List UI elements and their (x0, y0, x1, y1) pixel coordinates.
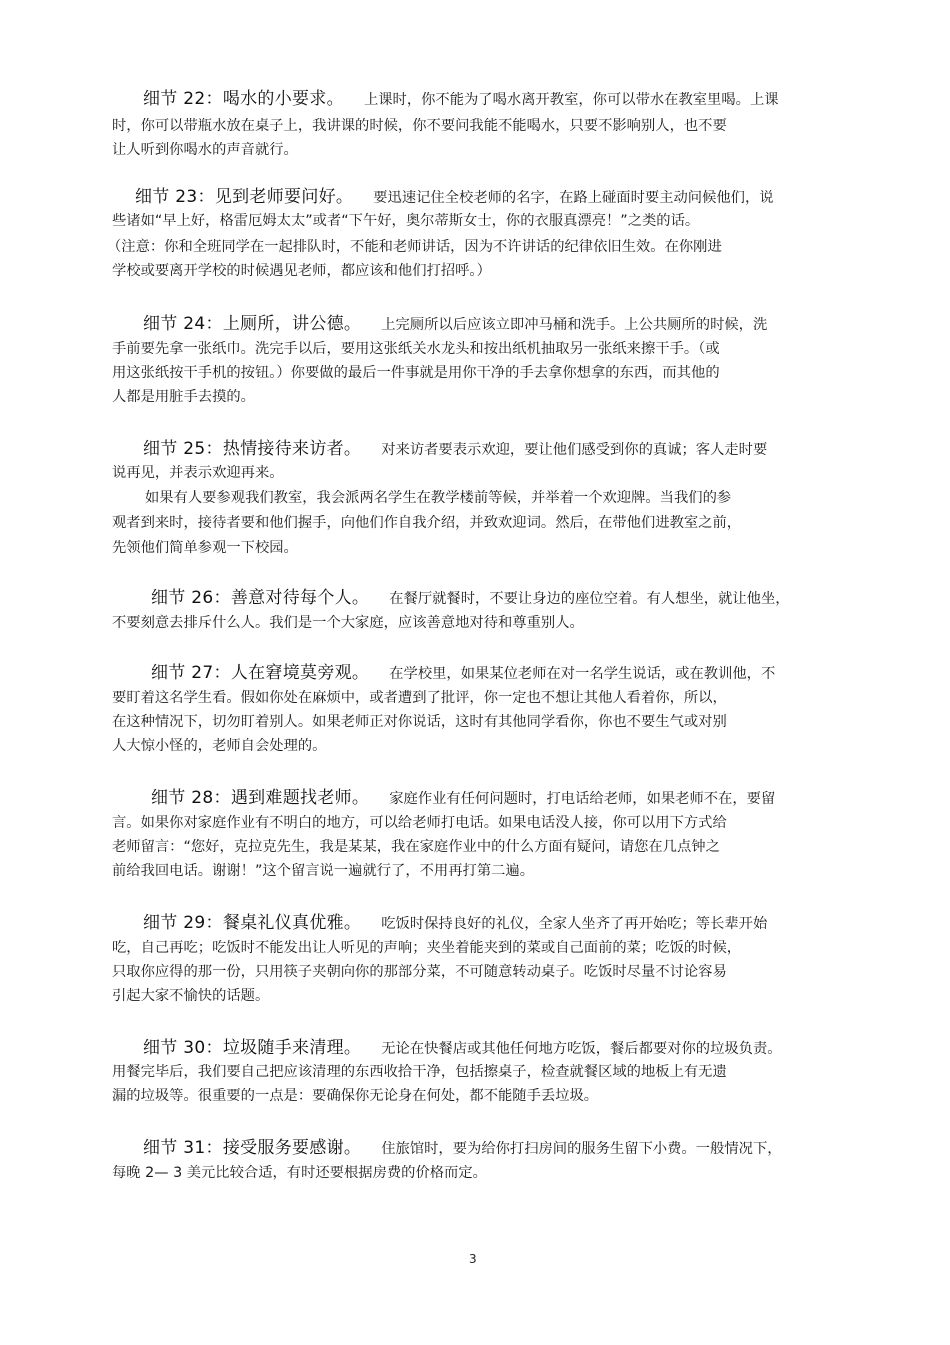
section-first-line (143, 313, 767, 335)
body-line: 吃饭时保持良好的礼仪，全家人坐齐了再开始吃；等长辈开始 (381, 916, 768, 932)
body-line: 观者到来时，接待者要和他们握手，向他们作自我介绍，并致欢迎词。然后，在带他们进教室之前， (112, 515, 742, 531)
section-first-line (151, 787, 775, 809)
body-line: 老师留言：“您好，克拉克先生，我是某某，我在家庭作业中的什么方面有疑问，请您在几点钟之 (112, 839, 720, 855)
body-line: 言。如果你对家庭作业有不明白的地方，可以给老师打电话。如果电话没人接，你可以用下方式给 (112, 815, 727, 831)
section-heading: 细节 31：接受服务要感谢。 (143, 1138, 362, 1158)
body-line: 前给我回电话。谢谢！”这个留言说一遍就行了，不用再打第二遍。 (112, 863, 535, 879)
body-line: 人都是用脏手去摸的。 (112, 389, 255, 405)
page-number: 3 (469, 1252, 477, 1266)
section-first-line (151, 587, 790, 609)
body-line: 用餐完毕后，我们要自己把应该清理的东西收拾干净，包括擦桌子，检查就餐区域的地板上有无遗 (112, 1064, 727, 1080)
body-line: 时，你可以带瓶水放在桌子上，我讲课的时候，你不要问我能不能喝水，只要不影响别人，也不要 (112, 118, 727, 134)
section-heading: 细节 25：热情接待来访者。 (143, 439, 362, 459)
section-first-line (135, 186, 774, 208)
section-heading: 细节 28：遇到难题找老师。 (151, 788, 370, 808)
body-line: 如果有人要参观我们教室，我会派两名学生在教学楼前等候，并举着一个欢迎牌。当我们的参 (145, 490, 732, 506)
section-heading: 细节 27：人在窘境莫旁观。 (151, 663, 370, 683)
body-line: 无论在快餐店或其他任何地方吃饭，餐后都要对你的垃圾负责。 (381, 1041, 782, 1057)
body-line: 引起大家不愉快的话题。 (112, 988, 270, 1004)
body-line: 用这张纸按干手机的按钮。）你要做的最后一件事就是用你干净的手去拿你想拿的东西，而其他的 (112, 365, 720, 381)
body-line: 人大惊小怪的，老师自会处理的。 (112, 738, 327, 754)
section-first-line (143, 88, 779, 110)
section-heading: 细节 30：垃圾随手来清理。 (143, 1038, 362, 1058)
body-line: 每晚 2— 3 美元比较合适，有时还要根据房费的价格而定。 (112, 1165, 487, 1181)
body-line: 在这种情况下，切勿盯着别人。如果老师正对你说话，这时有其他同学看你，你也不要生气或对别 (112, 714, 727, 730)
body-line: 要盯着这名学生看。假如你处在麻烦中，或者遭到了批评，你一定也不想让其他人看着你，所以， (112, 690, 727, 706)
section-heading: 细节 29：餐桌礼仪真优雅。 (143, 913, 362, 933)
body-line: 说再见，并表示欢迎再来。 (112, 465, 284, 481)
body-line: 在餐厅就餐时，不要让身边的座位空着。有人想坐，就让他坐， (389, 591, 790, 607)
body-line: 在学校里，如果某位老师在对一名学生说话，或在教训他，不 (389, 666, 776, 682)
section-first-line (151, 662, 775, 684)
body-line: 对来访者要表示欢迎，要让他们感受到你的真诚；客人走时要 (381, 442, 768, 458)
section-first-line (143, 438, 767, 460)
section-heading: 细节 23：见到老师要问好。 (135, 187, 354, 207)
body-line: 不要刻意去排斥什么人。我们是一个大家庭，应该善意地对待和尊重别人。 (112, 615, 584, 631)
body-line: 先领他们简单参观一下校园。 (112, 540, 298, 556)
body-line: 家庭作业有任何问题时，打电话给老师，如果老师不在，要留 (389, 791, 776, 807)
section-heading: 细节 22：喝水的小要求。 (143, 89, 344, 109)
body-line: 上课时，你不能为了喝水离开教室，你可以带水在教室里喝。上课 (363, 92, 779, 108)
body-line: 只取你应得的那一份，只用筷子夹朝向你的那部分菜，不可随意转动桌子。吃饭时尽量不讨论容易 (112, 964, 727, 980)
body-line: 学校或要离开学校的时候遇见老师，都应该和他们打招呼。） (112, 263, 491, 279)
body-line: 吃，自己再吃；吃饭时不能发出让人听见的声响；夹坐着能夹到的菜或自己面前的菜；吃饭的时候， (112, 940, 742, 956)
body-line: （注意：你和全班同学在一起排队时，不能和老师讲话，因为不许讲话的纪律依旧生效。在你刚进 (107, 239, 722, 255)
section-first-line (143, 1037, 782, 1059)
section-heading: 细节 24：上厕所，讲公德。 (143, 314, 362, 334)
body-line: 漏的垃圾等。很重要的一点是：要确保你无论身在何处，都不能随手丢垃圾。 (112, 1088, 599, 1104)
section-first-line (143, 912, 767, 934)
section-first-line (143, 1137, 782, 1159)
body-line: 些诸如“早上好，格雷厄姆太太”或者“下午好，奥尔蒂斯女士，你的衣服真漂亮！”之类的话。 (112, 213, 700, 229)
body-line: 住旅馆时，要为给你打扫房间的服务生留下小费。一般情况下， (381, 1141, 782, 1157)
section-heading: 细节 26：善意对待每个人。 (151, 588, 370, 608)
body-line: 手前要先拿一张纸巾。洗完手以后，要用这张纸关水龙头和按出纸机抽取另一张纸来擦干手。（或 (112, 341, 720, 357)
body-line: 让人听到你喝水的声音就行。 (112, 142, 298, 158)
body-line: 要迅速记住全校老师的名字，在路上碰面时要主动问候他们，说 (373, 190, 774, 206)
body-line: 上完厕所以后应该立即冲马桶和洗手。上公共厕所的时候，洗 (381, 317, 768, 333)
